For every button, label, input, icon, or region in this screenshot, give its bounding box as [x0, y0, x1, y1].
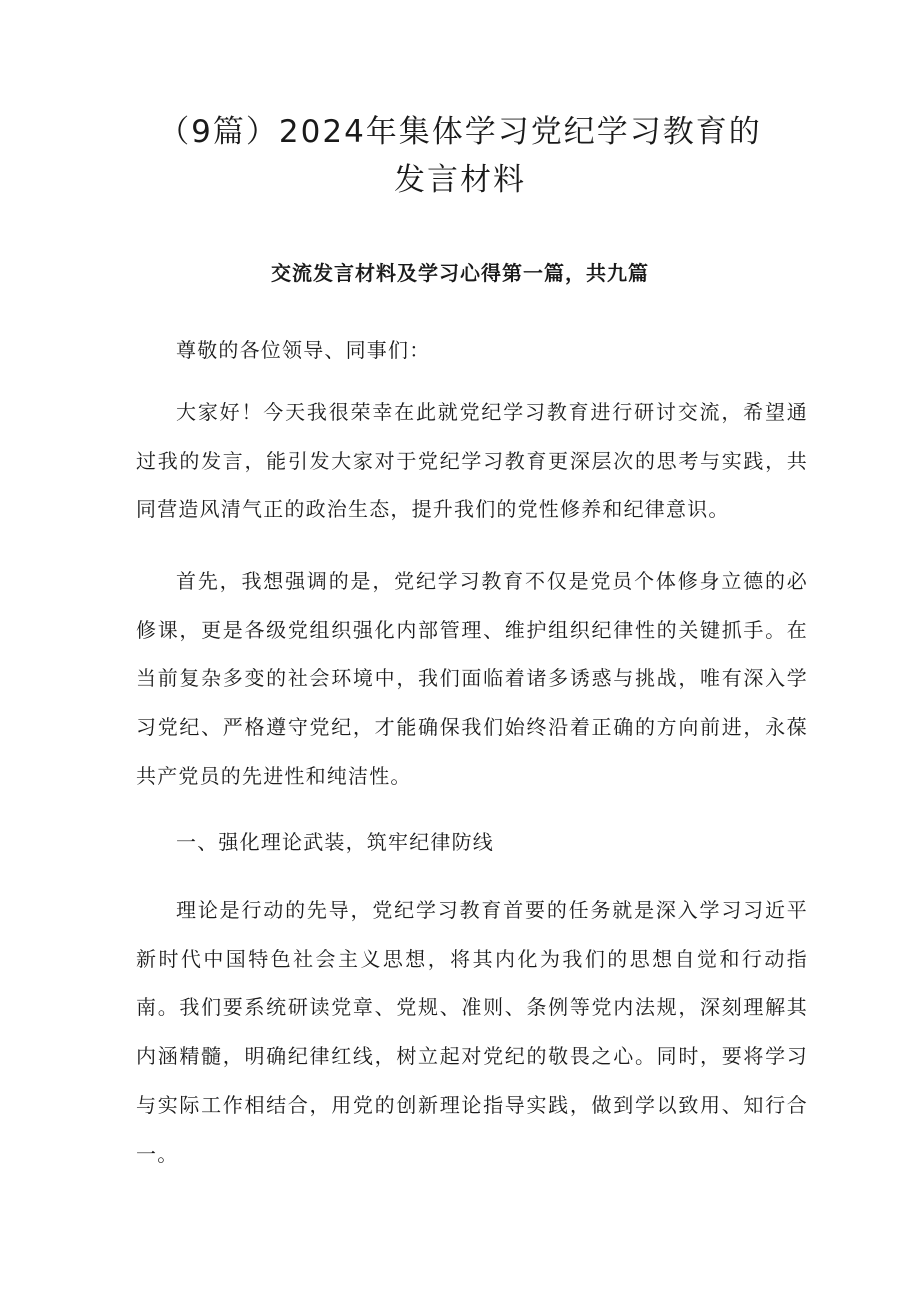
title-line-2: 发言材料 [394, 162, 526, 198]
document-subtitle: 交流发言材料及学习心得第一篇，共九篇 [271, 261, 649, 285]
document-title [0, 108, 920, 204]
section-heading-1: 一、强化理论武装，筑牢纪律防线 [176, 830, 494, 854]
title-line-1: （9篇）2024年集体学习党纪学习教育的 [158, 114, 762, 150]
paragraph-emphasis: 首先，我想强调的是，党纪学习教育不仅是党员个体修身立德的必修课，更是各级党组织强化内部管理、维护组织纪律性的关键抓手。在当前复杂多变的社会环境中，我们面临着诸多诱惑与挑战，唯有深入学习党纪、严格遵守党纪，才能确保我们始终沿着正确的方向前进，永葆共产党员的先进性和纯洁性。 [136, 569, 808, 788]
section-1-paragraph: 理论是行动的先导，党纪学习教育首要的任务就是深入学习习近平新时代中国特色社会主义思想，将其内化为我们的思想自觉和行动指南。我们要系统研读党章、党规、准则、条例等党内法规，深刻理解其内涵精髓，明确纪律红线，树立起对党纪的敬畏之心。同时，要将学习与实际工作相结合，用党的创新理论指导实践，做到学以致用、知行合一。 [136, 898, 808, 1166]
paragraph-intro: 大家好！今天我很荣幸在此就党纪学习教育进行研讨交流，希望通过我的发言，能引发大家对于党纪学习教育更深层次的思考与实践，共同营造风清气正的政治生态，提升我们的党性修养和纪律意识。 [136, 400, 808, 522]
greeting: 尊敬的各位领导、同事们： [176, 338, 431, 362]
